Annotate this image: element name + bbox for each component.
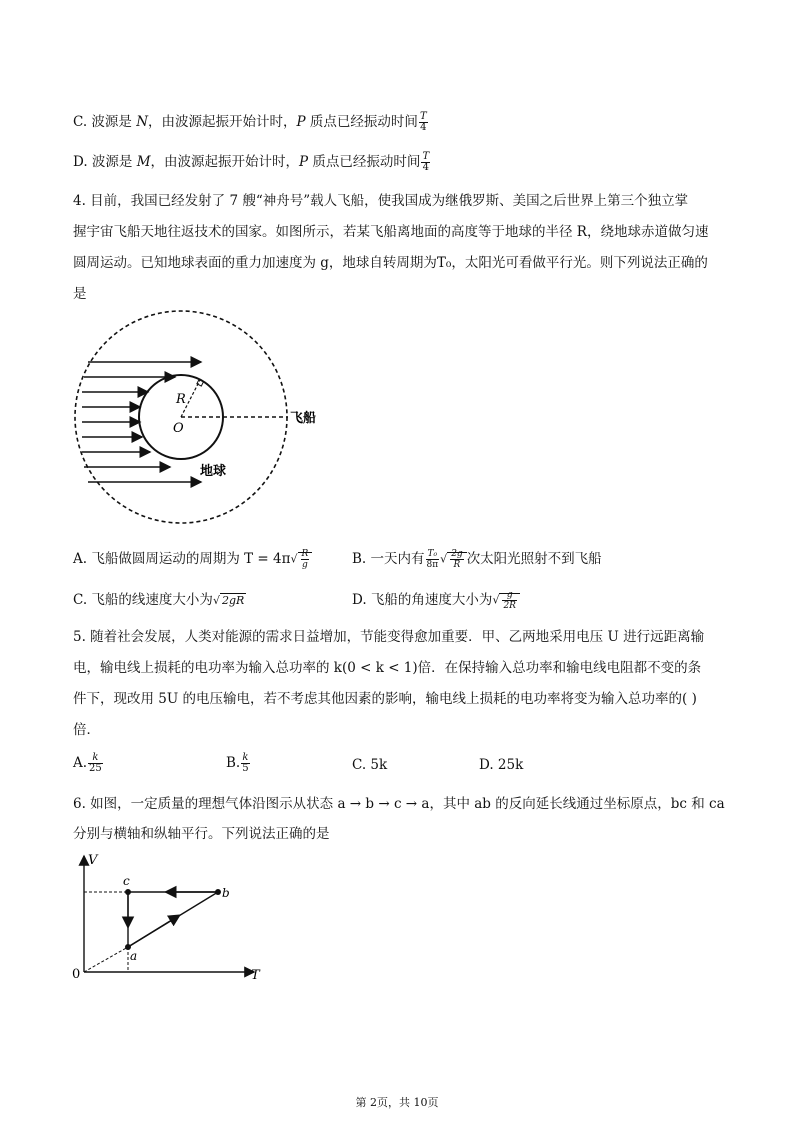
label-r: R: [176, 392, 186, 407]
q4-stem-line-3: 圆周运动。已知地球表面的重力加速度为 g，地球自转周期为T₀，太阳光可看做平行光。则下列说法正确的: [73, 255, 708, 271]
point-b: [215, 889, 221, 895]
label-a: a: [130, 949, 138, 963]
q3-option-d: D. 波源是 M，由波源起振开始计时，P 质点已经振动时间 $\frac{T}{4}$: [73, 151, 430, 173]
q5-option-a: A. $\frac{k}{25}$: [73, 752, 102, 774]
origin-label: 0: [72, 967, 81, 982]
q5-option-c: C. 5k: [352, 757, 388, 773]
q4-option-a: A. 飞船做圆周运动的周期为 T = 4π√ $\frac{R}{g}$: [73, 547, 312, 570]
q5-stem-line-3: 件下，现改用 5U 的电压输电，若不考虑其他因素的影响，输电线上损耗的电功率将变为输入总功率的( ): [73, 691, 697, 707]
label-b: b: [222, 886, 230, 900]
q5-option-d: D. 25k: [479, 757, 524, 773]
q6-vt-figure: [68, 848, 278, 983]
q4-option-b: B. 一天内有 $\frac{\text{T₀}}{8\pi}$ √ $\frac{2g}{R}$ 次太阳光照射不到飞船: [352, 549, 602, 570]
label-o: O: [173, 421, 184, 436]
arrow-ab: [128, 918, 175, 947]
q4-option-d: D. 飞船的角速度大小为√ $\frac{g}{2R}$: [352, 588, 520, 611]
q6-stem-line-2: 分别与横轴和纵轴平行。下列说法正确的是: [73, 826, 330, 842]
label-c: c: [123, 874, 130, 888]
label-ship: 飞船: [290, 411, 317, 426]
q4-stem-line-1: 4. 目前，我国已经发射了 7 艘“神舟号”载人飞船，使我国成为继俄罗斯、美国之后世界上第三个独立掌: [73, 193, 689, 209]
page-footer: 第 2页，共 10页: [355, 1096, 439, 1109]
q4-stem-line-4: 是: [73, 286, 87, 302]
q6-stem-line-1: 6. 如图，一定质量的理想气体沿图示从状态 a → b → c → a，其中 ab 的反向延长线通过坐标原点，bc 和 ca: [73, 796, 725, 812]
q3-option-c: C. 波源是 N，由波源起振开始计时，P 质点已经振动时间 $\frac{T}{4}$: [73, 111, 427, 133]
q5-stem-line-2: 电，输电线上损耗的电功率为输入总功率的 k(0 < k < 1)倍．在保持输入总功率和输电线电阻都不变的条: [73, 660, 702, 676]
point-c: [125, 889, 131, 895]
q4-orbit-figure: [70, 300, 330, 530]
q4-stem-line-2: 握宇宙飞船天地往返技术的国家。如图所示，若某飞船离地面的高度等于地球的半径 R，绕地球赤道做匀速: [73, 224, 709, 240]
q5-stem-line-1: 5. 随着社会发展，人类对能源的需求日益增加，节能变得愈加重要．甲、乙两地采用电压 U 进行远距离输: [73, 629, 705, 645]
ab-extension: [84, 947, 128, 972]
label-earth: 地球: [200, 464, 227, 479]
q5-stem-line-4: 倍．: [73, 722, 100, 738]
q5-option-b: B. $\frac{k}{5}$: [226, 752, 249, 774]
axis-v-label: V: [88, 853, 98, 868]
q4-option-c: C. 飞船的线速度大小为√ 2gR: [73, 592, 245, 608]
axis-t-label: T: [251, 968, 260, 983]
